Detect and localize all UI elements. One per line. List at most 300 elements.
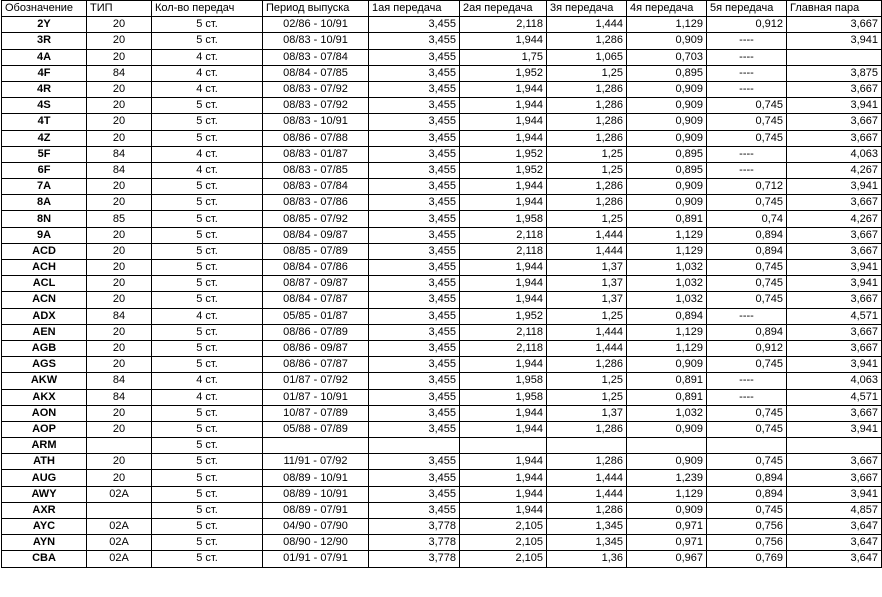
col-header-gear3: 3я передача bbox=[547, 1, 627, 17]
cell-gears: 5 ст. bbox=[152, 179, 263, 195]
cell-gear1: 3,778 bbox=[369, 535, 460, 551]
cell-gear2: 2,118 bbox=[460, 243, 547, 259]
cell-gear1: 3,455 bbox=[369, 81, 460, 97]
cell-gears: 5 ст. bbox=[152, 260, 263, 276]
cell-final-drive: 4,857 bbox=[787, 502, 882, 518]
cell-gear4: 0,971 bbox=[627, 519, 707, 535]
cell-gear4: 0,703 bbox=[627, 49, 707, 65]
cell-code: AKW bbox=[2, 373, 87, 389]
table-row bbox=[2, 17, 882, 33]
cell-gear5: ---- bbox=[707, 146, 787, 162]
cell-gear2: 2,105 bbox=[460, 535, 547, 551]
cell-period: 04/90 - 07/90 bbox=[263, 519, 369, 535]
cell-period: 08/83 - 07/85 bbox=[263, 162, 369, 178]
cell-gear1: 3,455 bbox=[369, 146, 460, 162]
cell-code: 8A bbox=[2, 195, 87, 211]
cell-gears: 5 ст. bbox=[152, 130, 263, 146]
cell-period: 08/86 - 07/89 bbox=[263, 324, 369, 340]
cell-type: 85 bbox=[87, 211, 152, 227]
cell-gear3: 1,36 bbox=[547, 551, 627, 567]
cell-final-drive: 4,063 bbox=[787, 373, 882, 389]
cell-gear5: 0,745 bbox=[707, 130, 787, 146]
cell-final-drive: 3,667 bbox=[787, 292, 882, 308]
cell-final-drive: 3,647 bbox=[787, 519, 882, 535]
cell-gears: 5 ст. bbox=[152, 195, 263, 211]
cell-gear5: 0,745 bbox=[707, 292, 787, 308]
col-header-gear4: 4я передача bbox=[627, 1, 707, 17]
cell-type: 02A bbox=[87, 535, 152, 551]
table-row bbox=[2, 292, 882, 308]
cell-period: 08/84 - 07/86 bbox=[263, 260, 369, 276]
cell-gear2: 1,944 bbox=[460, 502, 547, 518]
cell-period: 08/89 - 07/91 bbox=[263, 502, 369, 518]
cell-code: 4R bbox=[2, 81, 87, 97]
cell-gear5: ---- bbox=[707, 33, 787, 49]
cell-gear2: 1,952 bbox=[460, 162, 547, 178]
cell-gears: 4 ст. bbox=[152, 81, 263, 97]
cell-gear4: 0,909 bbox=[627, 98, 707, 114]
table-row bbox=[2, 454, 882, 470]
table-body bbox=[2, 17, 882, 567]
table-row bbox=[2, 340, 882, 356]
cell-gear4: 0,967 bbox=[627, 551, 707, 567]
cell-gear5: 0,745 bbox=[707, 502, 787, 518]
cell-gear3: 1,286 bbox=[547, 33, 627, 49]
table-row bbox=[2, 502, 882, 518]
cell-gear4: 0,891 bbox=[627, 389, 707, 405]
cell-gear5: ---- bbox=[707, 49, 787, 65]
cell-code: AUG bbox=[2, 470, 87, 486]
cell-gear3: 1,286 bbox=[547, 421, 627, 437]
cell-gear4: 1,129 bbox=[627, 227, 707, 243]
cell-period: 05/85 - 01/87 bbox=[263, 308, 369, 324]
cell-final-drive: 3,667 bbox=[787, 470, 882, 486]
cell-type: 20 bbox=[87, 98, 152, 114]
cell-gears: 5 ст. bbox=[152, 454, 263, 470]
cell-gear5: 0,894 bbox=[707, 227, 787, 243]
cell-gear2: 1,944 bbox=[460, 357, 547, 373]
cell-final-drive: 3,941 bbox=[787, 486, 882, 502]
cell-period: 08/90 - 12/90 bbox=[263, 535, 369, 551]
table-row bbox=[2, 49, 882, 65]
col-header-gear2: 2ая передача bbox=[460, 1, 547, 17]
cell-gear5: 0,74 bbox=[707, 211, 787, 227]
cell-gear1: 3,455 bbox=[369, 405, 460, 421]
cell-gear3: 1,25 bbox=[547, 146, 627, 162]
cell-gears: 5 ст. bbox=[152, 276, 263, 292]
cell-gear3: 1,286 bbox=[547, 130, 627, 146]
cell-final-drive bbox=[787, 438, 882, 454]
cell-gear3: 1,286 bbox=[547, 179, 627, 195]
cell-code: 3R bbox=[2, 33, 87, 49]
cell-code: AGB bbox=[2, 340, 87, 356]
cell-gear1: 3,455 bbox=[369, 227, 460, 243]
cell-gear5: 0,894 bbox=[707, 486, 787, 502]
table-row bbox=[2, 276, 882, 292]
cell-gear3: 1,444 bbox=[547, 17, 627, 33]
cell-gears: 5 ст. bbox=[152, 357, 263, 373]
cell-gear1: 3,455 bbox=[369, 179, 460, 195]
cell-gear4: 1,032 bbox=[627, 276, 707, 292]
cell-gear5: 0,745 bbox=[707, 195, 787, 211]
col-header-gears: Кол-во передач bbox=[152, 1, 263, 17]
table-row bbox=[2, 146, 882, 162]
cell-gear5: 0,756 bbox=[707, 535, 787, 551]
cell-gear5: ---- bbox=[707, 65, 787, 81]
cell-gear1: 3,455 bbox=[369, 211, 460, 227]
cell-type: 20 bbox=[87, 17, 152, 33]
cell-code: ARM bbox=[2, 438, 87, 454]
table-row bbox=[2, 65, 882, 81]
cell-final-drive: 4,267 bbox=[787, 162, 882, 178]
cell-gear1: 3,455 bbox=[369, 243, 460, 259]
cell-period: 01/87 - 10/91 bbox=[263, 389, 369, 405]
cell-gears: 4 ст. bbox=[152, 308, 263, 324]
cell-type bbox=[87, 502, 152, 518]
cell-gear2: 1,952 bbox=[460, 65, 547, 81]
cell-gear5: ---- bbox=[707, 389, 787, 405]
cell-gear3 bbox=[547, 438, 627, 454]
cell-final-drive: 3,667 bbox=[787, 130, 882, 146]
cell-period bbox=[263, 438, 369, 454]
cell-type: 20 bbox=[87, 179, 152, 195]
cell-code: AOP bbox=[2, 421, 87, 437]
cell-gear2: 1,944 bbox=[460, 114, 547, 130]
cell-gear3: 1,25 bbox=[547, 65, 627, 81]
gearbox-table bbox=[1, 0, 882, 568]
cell-gear5: 0,745 bbox=[707, 454, 787, 470]
cell-gear2: 1,944 bbox=[460, 260, 547, 276]
table-row bbox=[2, 195, 882, 211]
cell-period: 08/86 - 07/87 bbox=[263, 357, 369, 373]
cell-gear1: 3,778 bbox=[369, 519, 460, 535]
cell-gear1: 3,455 bbox=[369, 114, 460, 130]
cell-gear2: 2,105 bbox=[460, 551, 547, 567]
cell-gear4: 1,129 bbox=[627, 486, 707, 502]
cell-code: ADX bbox=[2, 308, 87, 324]
cell-gear3: 1,25 bbox=[547, 389, 627, 405]
cell-gear5: ---- bbox=[707, 162, 787, 178]
cell-gears: 5 ст. bbox=[152, 486, 263, 502]
cell-gear5: 0,745 bbox=[707, 421, 787, 437]
cell-gear3: 1,286 bbox=[547, 502, 627, 518]
cell-gear4: 0,909 bbox=[627, 81, 707, 97]
cell-gear2 bbox=[460, 438, 547, 454]
cell-final-drive: 3,941 bbox=[787, 260, 882, 276]
cell-gears: 5 ст. bbox=[152, 340, 263, 356]
cell-gear2: 2,118 bbox=[460, 324, 547, 340]
cell-gear4: 0,895 bbox=[627, 162, 707, 178]
cell-gear5: ---- bbox=[707, 308, 787, 324]
cell-final-drive: 3,667 bbox=[787, 195, 882, 211]
cell-type: 20 bbox=[87, 33, 152, 49]
cell-type: 20 bbox=[87, 276, 152, 292]
cell-gear1: 3,455 bbox=[369, 389, 460, 405]
cell-gear1: 3,455 bbox=[369, 421, 460, 437]
cell-final-drive: 4,571 bbox=[787, 389, 882, 405]
cell-code: ATH bbox=[2, 454, 87, 470]
cell-gear4: 1,032 bbox=[627, 292, 707, 308]
cell-type: 20 bbox=[87, 49, 152, 65]
table-row bbox=[2, 308, 882, 324]
cell-gears: 5 ст. bbox=[152, 502, 263, 518]
cell-gear2: 1,958 bbox=[460, 211, 547, 227]
table-row bbox=[2, 519, 882, 535]
table-row bbox=[2, 357, 882, 373]
cell-gear5: 0,712 bbox=[707, 179, 787, 195]
cell-gears: 5 ст. bbox=[152, 421, 263, 437]
cell-gear2: 1,952 bbox=[460, 146, 547, 162]
header-row bbox=[2, 1, 882, 17]
cell-final-drive: 3,941 bbox=[787, 357, 882, 373]
col-header-gear5: 5я передача bbox=[707, 1, 787, 17]
table-row bbox=[2, 81, 882, 97]
cell-gear1: 3,455 bbox=[369, 49, 460, 65]
cell-gear3: 1,37 bbox=[547, 292, 627, 308]
cell-code: 6F bbox=[2, 162, 87, 178]
cell-gears: 5 ст. bbox=[152, 405, 263, 421]
cell-final-drive bbox=[787, 49, 882, 65]
cell-gear1: 3,455 bbox=[369, 17, 460, 33]
cell-gears: 4 ст. bbox=[152, 373, 263, 389]
cell-gear1 bbox=[369, 438, 460, 454]
table-row bbox=[2, 179, 882, 195]
table-row bbox=[2, 373, 882, 389]
cell-gears: 5 ст. bbox=[152, 33, 263, 49]
cell-gear2: 1,75 bbox=[460, 49, 547, 65]
col-header-gear1: 1ая передача bbox=[369, 1, 460, 17]
cell-gears: 5 ст. bbox=[152, 519, 263, 535]
cell-period: 08/83 - 01/87 bbox=[263, 146, 369, 162]
cell-type: 20 bbox=[87, 260, 152, 276]
cell-final-drive: 3,941 bbox=[787, 276, 882, 292]
cell-gear4 bbox=[627, 438, 707, 454]
cell-final-drive: 3,941 bbox=[787, 33, 882, 49]
cell-gear5: 0,745 bbox=[707, 405, 787, 421]
cell-gear5: 0,912 bbox=[707, 340, 787, 356]
table-row bbox=[2, 98, 882, 114]
cell-period: 01/91 - 07/91 bbox=[263, 551, 369, 567]
cell-gear1: 3,455 bbox=[369, 324, 460, 340]
cell-period: 02/86 - 10/91 bbox=[263, 17, 369, 33]
cell-gears: 4 ст. bbox=[152, 146, 263, 162]
cell-period: 08/83 - 07/92 bbox=[263, 98, 369, 114]
cell-gear2: 1,944 bbox=[460, 98, 547, 114]
cell-gear2: 1,958 bbox=[460, 373, 547, 389]
cell-type: 84 bbox=[87, 65, 152, 81]
cell-gear2: 1,944 bbox=[460, 421, 547, 437]
cell-gear5: 0,745 bbox=[707, 276, 787, 292]
cell-gear4: 1,032 bbox=[627, 405, 707, 421]
cell-period: 08/83 - 07/84 bbox=[263, 49, 369, 65]
cell-gear4: 1,032 bbox=[627, 260, 707, 276]
table-row bbox=[2, 243, 882, 259]
cell-type: 20 bbox=[87, 195, 152, 211]
cell-type: 20 bbox=[87, 454, 152, 470]
cell-gear5: 0,894 bbox=[707, 324, 787, 340]
cell-gears: 5 ст. bbox=[152, 470, 263, 486]
cell-code: 8N bbox=[2, 211, 87, 227]
cell-gears: 4 ст. bbox=[152, 65, 263, 81]
cell-code: 4T bbox=[2, 114, 87, 130]
cell-type: 20 bbox=[87, 357, 152, 373]
table-row bbox=[2, 211, 882, 227]
cell-gear2: 1,944 bbox=[460, 130, 547, 146]
cell-gear1: 3,455 bbox=[369, 130, 460, 146]
cell-gear5: 0,756 bbox=[707, 519, 787, 535]
cell-final-drive: 3,667 bbox=[787, 81, 882, 97]
cell-gear4: 0,909 bbox=[627, 114, 707, 130]
cell-gear3: 1,286 bbox=[547, 114, 627, 130]
cell-gears: 5 ст. bbox=[152, 243, 263, 259]
cell-type: 20 bbox=[87, 243, 152, 259]
cell-type: 84 bbox=[87, 162, 152, 178]
table-row bbox=[2, 33, 882, 49]
cell-gear4: 1,239 bbox=[627, 470, 707, 486]
cell-gear3: 1,444 bbox=[547, 243, 627, 259]
table-row bbox=[2, 551, 882, 567]
cell-final-drive: 3,667 bbox=[787, 405, 882, 421]
cell-gear1: 3,455 bbox=[369, 470, 460, 486]
cell-code: 4A bbox=[2, 49, 87, 65]
cell-gear1: 3,455 bbox=[369, 33, 460, 49]
table-row bbox=[2, 130, 882, 146]
cell-code: AGS bbox=[2, 357, 87, 373]
cell-period: 08/83 - 07/86 bbox=[263, 195, 369, 211]
cell-gear1: 3,455 bbox=[369, 162, 460, 178]
cell-period: 08/83 - 07/92 bbox=[263, 81, 369, 97]
cell-code: 2Y bbox=[2, 17, 87, 33]
cell-gear5: ---- bbox=[707, 373, 787, 389]
table-row bbox=[2, 438, 882, 454]
cell-gear3: 1,444 bbox=[547, 340, 627, 356]
cell-period: 08/84 - 07/87 bbox=[263, 292, 369, 308]
cell-final-drive: 3,667 bbox=[787, 340, 882, 356]
cell-gear3: 1,444 bbox=[547, 324, 627, 340]
cell-type: 02A bbox=[87, 519, 152, 535]
cell-gear1: 3,455 bbox=[369, 65, 460, 81]
cell-type: 84 bbox=[87, 373, 152, 389]
cell-type: 20 bbox=[87, 470, 152, 486]
cell-gear3: 1,286 bbox=[547, 357, 627, 373]
cell-gear2: 2,118 bbox=[460, 17, 547, 33]
cell-gear2: 1,944 bbox=[460, 276, 547, 292]
cell-gear5: 0,769 bbox=[707, 551, 787, 567]
cell-code: ACH bbox=[2, 260, 87, 276]
cell-code: AXR bbox=[2, 502, 87, 518]
cell-final-drive: 3,875 bbox=[787, 65, 882, 81]
table-row bbox=[2, 324, 882, 340]
cell-period: 01/87 - 07/92 bbox=[263, 373, 369, 389]
cell-gear1: 3,455 bbox=[369, 454, 460, 470]
cell-gear4: 1,129 bbox=[627, 324, 707, 340]
cell-type: 20 bbox=[87, 81, 152, 97]
cell-code: 7A bbox=[2, 179, 87, 195]
cell-gear2: 1,952 bbox=[460, 308, 547, 324]
cell-gear1: 3,455 bbox=[369, 308, 460, 324]
col-header-final-drive: Главная пара bbox=[787, 1, 882, 17]
cell-final-drive: 3,941 bbox=[787, 179, 882, 195]
cell-gear3: 1,065 bbox=[547, 49, 627, 65]
cell-period: 11/91 - 07/92 bbox=[263, 454, 369, 470]
cell-gear3: 1,37 bbox=[547, 276, 627, 292]
cell-gear2: 1,944 bbox=[460, 454, 547, 470]
cell-period: 08/85 - 07/89 bbox=[263, 243, 369, 259]
cell-gear5 bbox=[707, 438, 787, 454]
cell-type: 20 bbox=[87, 340, 152, 356]
cell-gear3: 1,286 bbox=[547, 98, 627, 114]
cell-gear3: 1,444 bbox=[547, 227, 627, 243]
cell-type: 20 bbox=[87, 421, 152, 437]
cell-gear1: 3,455 bbox=[369, 195, 460, 211]
cell-gear3: 1,37 bbox=[547, 260, 627, 276]
cell-code: CBA bbox=[2, 551, 87, 567]
cell-type: 84 bbox=[87, 308, 152, 324]
col-header-code: Обозначение bbox=[2, 1, 87, 17]
cell-gear4: 0,895 bbox=[627, 146, 707, 162]
cell-gear2: 1,944 bbox=[460, 179, 547, 195]
cell-period: 08/83 - 10/91 bbox=[263, 114, 369, 130]
cell-period: 05/88 - 07/89 bbox=[263, 421, 369, 437]
cell-type: 84 bbox=[87, 389, 152, 405]
cell-gear4: 1,129 bbox=[627, 340, 707, 356]
cell-period: 08/85 - 07/92 bbox=[263, 211, 369, 227]
cell-gear3: 1,25 bbox=[547, 211, 627, 227]
table-row bbox=[2, 260, 882, 276]
cell-gear5: 0,912 bbox=[707, 17, 787, 33]
cell-gears: 5 ст. bbox=[152, 292, 263, 308]
table-row bbox=[2, 227, 882, 243]
cell-final-drive: 4,571 bbox=[787, 308, 882, 324]
cell-period: 08/84 - 09/87 bbox=[263, 227, 369, 243]
cell-gear5: 0,745 bbox=[707, 98, 787, 114]
table-row bbox=[2, 470, 882, 486]
cell-gear2: 2,118 bbox=[460, 227, 547, 243]
cell-type bbox=[87, 438, 152, 454]
cell-gear5: 0,894 bbox=[707, 470, 787, 486]
cell-final-drive: 3,667 bbox=[787, 243, 882, 259]
cell-gear3: 1,345 bbox=[547, 519, 627, 535]
cell-code: 4F bbox=[2, 65, 87, 81]
cell-gears: 5 ст. bbox=[152, 211, 263, 227]
cell-gear2: 1,944 bbox=[460, 405, 547, 421]
cell-gear1: 3,455 bbox=[369, 292, 460, 308]
cell-gear5: 0,745 bbox=[707, 260, 787, 276]
cell-final-drive: 4,063 bbox=[787, 146, 882, 162]
cell-final-drive: 3,647 bbox=[787, 551, 882, 567]
cell-code: 4S bbox=[2, 98, 87, 114]
cell-type: 84 bbox=[87, 146, 152, 162]
cell-gear4: 0,909 bbox=[627, 421, 707, 437]
cell-code: ACN bbox=[2, 292, 87, 308]
cell-final-drive: 4,267 bbox=[787, 211, 882, 227]
cell-gear1: 3,455 bbox=[369, 486, 460, 502]
cell-gear2: 2,118 bbox=[460, 340, 547, 356]
cell-gear4: 0,891 bbox=[627, 373, 707, 389]
cell-final-drive: 3,667 bbox=[787, 227, 882, 243]
cell-gear3: 1,444 bbox=[547, 486, 627, 502]
cell-gears: 4 ст. bbox=[152, 162, 263, 178]
cell-gear5: 0,745 bbox=[707, 114, 787, 130]
cell-gear3: 1,25 bbox=[547, 308, 627, 324]
cell-gear4: 0,894 bbox=[627, 308, 707, 324]
cell-gear2: 1,944 bbox=[460, 81, 547, 97]
cell-type: 20 bbox=[87, 130, 152, 146]
cell-gear2: 2,105 bbox=[460, 519, 547, 535]
cell-gear1: 3,455 bbox=[369, 260, 460, 276]
cell-period: 08/83 - 10/91 bbox=[263, 33, 369, 49]
cell-gear5: 0,894 bbox=[707, 243, 787, 259]
